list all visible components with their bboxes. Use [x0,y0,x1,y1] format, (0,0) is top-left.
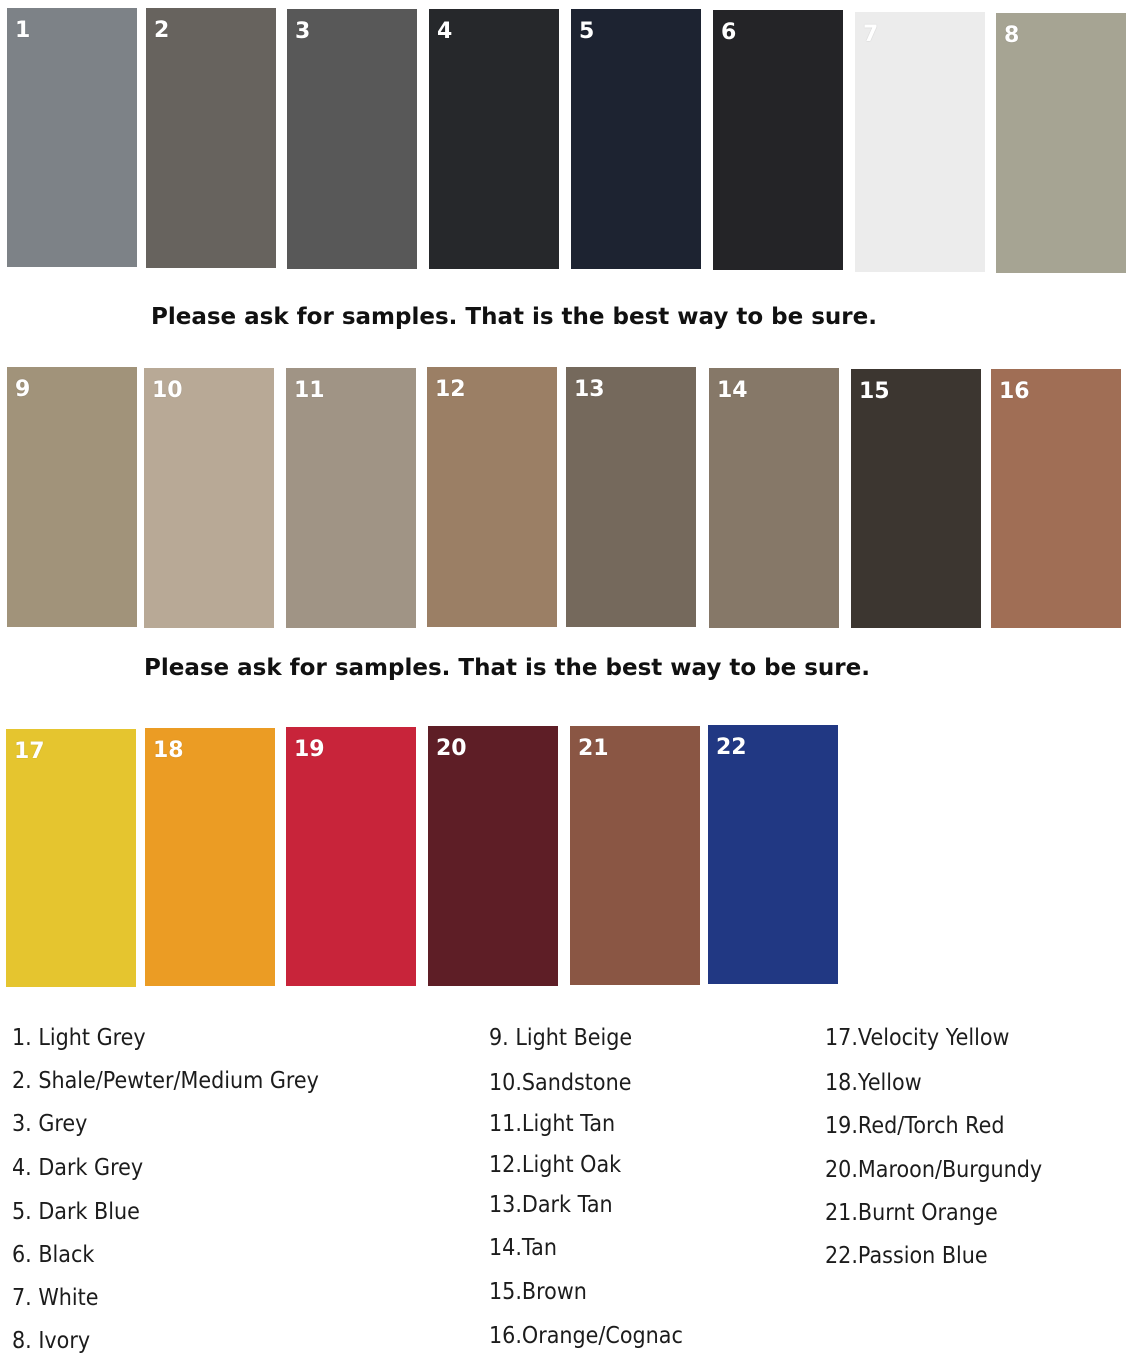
color-swatch-20 [428,726,558,986]
swatch-number: 13 [574,377,605,402]
swatch-number: 11 [294,378,325,403]
legend-item: 19.Red/Torch Red [825,1113,1005,1139]
swatch-number: 12 [435,377,466,402]
swatch-number: 22 [716,735,747,760]
legend-item: 5. Dark Blue [12,1199,140,1225]
color-swatch-14 [709,368,839,628]
legend-item: 10.Sandstone [489,1070,632,1096]
legend-item: 6. Black [12,1242,95,1268]
swatch-number: 10 [152,378,183,403]
swatch-number: 20 [436,736,467,761]
color-swatch-6 [713,10,843,270]
swatch-number: 8 [1004,23,1020,48]
legend-item: 2. Shale/Pewter/Medium Grey [12,1068,319,1094]
legend-item: 8. Ivory [12,1328,91,1354]
legend-item: 1. Light Grey [12,1025,146,1051]
legend-item: 17.Velocity Yellow [825,1025,1010,1051]
color-swatch-16 [991,369,1121,628]
color-swatch-18 [145,728,275,986]
legend-item: 7. White [12,1285,99,1311]
color-swatch-11 [286,368,416,628]
legend-item: 3. Grey [12,1111,88,1137]
legend-item: 4. Dark Grey [12,1155,144,1181]
legend-item: 21.Burnt Orange [825,1200,998,1226]
samples-notice: Please ask for samples. That is the best way to be sure. [151,304,877,330]
swatch-number: 9 [15,377,31,402]
color-swatch-15 [851,369,981,628]
swatch-number: 18 [153,738,184,763]
legend-item: 15.Brown [489,1279,587,1305]
legend-item: 11.Light Tan [489,1111,616,1137]
swatch-number: 4 [437,19,453,44]
swatch-number: 16 [999,379,1030,404]
swatch-number: 1 [15,18,31,43]
color-swatch-1 [7,8,137,267]
color-swatch-12 [427,367,557,627]
legend-item: 16.Orange/Cognac [489,1323,683,1349]
color-swatch-10 [144,368,274,628]
legend-item: 22.Passion Blue [825,1243,988,1269]
color-swatch-3 [287,9,417,269]
legend-item: 12.Light Oak [489,1152,622,1178]
color-swatch-8 [996,13,1126,273]
legend-item: 18.Yellow [825,1070,922,1096]
legend-item: 9. Light Beige [489,1025,633,1051]
swatch-number: 17 [14,739,45,764]
color-swatch-17 [6,729,136,987]
swatch-number: 2 [154,18,170,43]
legend-item: 20.Maroon/Burgundy [825,1157,1043,1183]
swatch-number: 6 [721,20,737,45]
swatch-number: 14 [717,378,748,403]
swatch-number: 19 [294,737,325,762]
color-swatch-19 [286,727,416,986]
swatch-number: 21 [578,736,609,761]
color-swatch-22 [708,725,838,984]
color-swatch-2 [146,8,276,268]
color-swatch-13 [566,367,696,627]
samples-notice: Please ask for samples. That is the best way to be sure. [144,655,870,681]
legend-item: 13.Dark Tan [489,1192,613,1218]
legend-item: 14.Tan [489,1235,557,1261]
color-swatch-7 [855,12,985,272]
swatch-number: 5 [579,19,595,44]
color-swatch-5 [571,9,701,269]
color-swatch-9 [7,367,137,627]
color-swatch-4 [429,9,559,269]
color-swatch-21 [570,726,700,985]
swatch-number: 3 [295,19,311,44]
swatch-number: 15 [859,379,890,404]
swatch-number: 7 [863,22,879,47]
